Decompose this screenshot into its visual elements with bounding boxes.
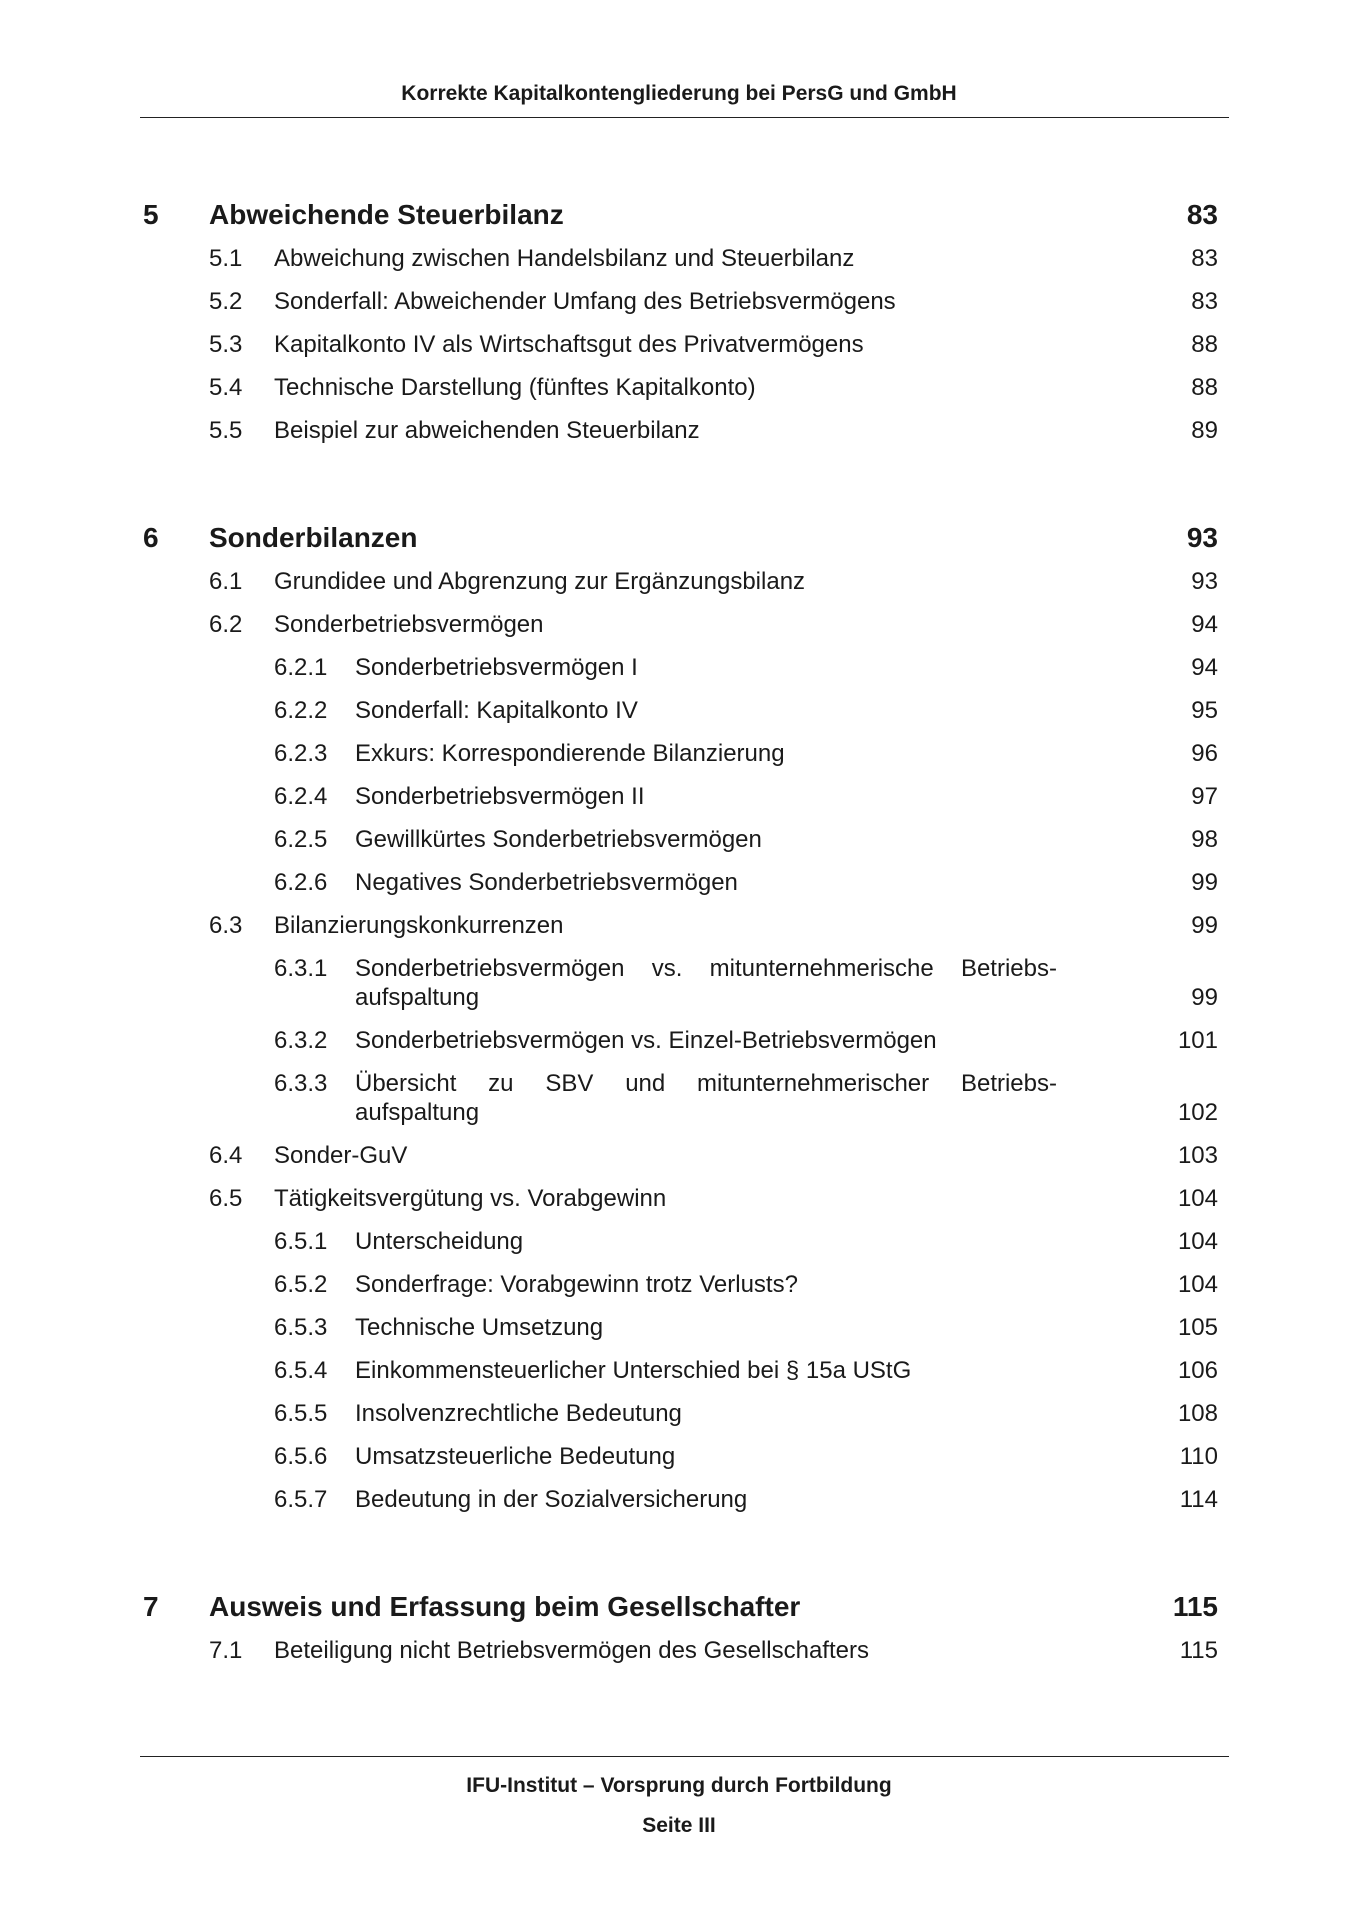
toc-page-number: 103 bbox=[1177, 1142, 1218, 1169]
toc-title: Einkommensteuerlicher Unterschied bei § 15a UStG bbox=[355, 1357, 912, 1384]
toc-title: Insolvenzrechtliche Bedeutung bbox=[355, 1400, 682, 1427]
toc-title: Ausweis und Erfassung beim Gesellschafter bbox=[209, 1591, 801, 1622]
toc-page-number: 88 bbox=[1191, 374, 1218, 401]
toc-number: 7.1 bbox=[209, 1637, 243, 1664]
toc-title: Sonderbetriebsvermögen vs. mitunternehmerische Betriebs- bbox=[355, 955, 1057, 982]
toc-page-number: 83 bbox=[1191, 245, 1218, 272]
toc-number: 6.2.5 bbox=[274, 826, 328, 853]
toc-number: 6.5.5 bbox=[274, 1400, 328, 1427]
toc-page-number: 99 bbox=[1191, 984, 1218, 1011]
toc-number: 5.1 bbox=[209, 245, 243, 272]
toc-title: Sonder-GuV bbox=[274, 1142, 408, 1169]
toc-number: 6.2.2 bbox=[274, 697, 328, 724]
toc-page-number: 105 bbox=[1177, 1314, 1218, 1341]
toc-page-number: 108 bbox=[1177, 1400, 1218, 1427]
toc-number: 6.5.7 bbox=[274, 1486, 328, 1513]
toc-page-number: 114 bbox=[1179, 1486, 1218, 1513]
toc-number: 6.2.1 bbox=[274, 654, 328, 681]
toc-number: 6.2.6 bbox=[274, 869, 328, 896]
toc-title: Sonderbetriebsvermögen I bbox=[355, 654, 638, 681]
toc-title: Bilanzierungskonkurrenzen bbox=[274, 912, 564, 939]
toc-page-number: 99 bbox=[1191, 869, 1218, 896]
toc-title: Übersicht zu SBV und mitunternehmerischer Betriebs- bbox=[355, 1070, 1057, 1097]
toc-number: 6.2.3 bbox=[274, 740, 328, 767]
toc-page-number: 95 bbox=[1191, 697, 1218, 724]
toc-number: 6.2 bbox=[209, 611, 243, 638]
toc-page-number: 94 bbox=[1191, 654, 1218, 681]
toc-page-number: 110 bbox=[1179, 1443, 1218, 1470]
toc-number: 6.5 bbox=[209, 1185, 243, 1212]
toc-title: Abweichung zwischen Handelsbilanz und Steuerbilanz bbox=[274, 245, 855, 272]
toc-page-number: 104 bbox=[1177, 1228, 1218, 1255]
toc-number: 6.3 bbox=[209, 912, 243, 939]
toc-title: Abweichende Steuerbilanz bbox=[209, 199, 564, 230]
toc-title: Kapitalkonto IV als Wirtschaftsgut des Privatvermögens bbox=[274, 331, 864, 358]
toc-title: Sonderbetriebsvermögen bbox=[274, 611, 544, 638]
toc-number: 6.5.4 bbox=[274, 1357, 328, 1384]
footer-divider bbox=[140, 1756, 1229, 1757]
toc-page-number: 96 bbox=[1191, 740, 1218, 767]
toc-title: Sonderbetriebsvermögen II bbox=[355, 783, 645, 810]
toc-page-number: 93 bbox=[1191, 568, 1218, 595]
toc-title-wrapped bbox=[355, 954, 1057, 1012]
toc-number: 6.4 bbox=[209, 1142, 243, 1169]
toc-page-number: 97 bbox=[1191, 783, 1218, 810]
toc-page-number: 102 bbox=[1177, 1099, 1218, 1126]
toc-title: Unterscheidung bbox=[355, 1228, 524, 1255]
toc-page-number: 93 bbox=[1186, 522, 1218, 553]
toc-number: 6.1 bbox=[209, 568, 243, 595]
toc-title: Technische Darstellung (fünftes Kapitalkonto) bbox=[274, 374, 756, 401]
toc-page-number: 94 bbox=[1191, 611, 1218, 638]
toc-number: 6.3.1 bbox=[274, 955, 328, 982]
toc-title: Beispiel zur abweichenden Steuerbilanz bbox=[274, 417, 700, 444]
toc-title: Sonderbilanzen bbox=[209, 522, 418, 553]
toc-page-number: 101 bbox=[1177, 1027, 1218, 1054]
footer-institute: IFU-Institut – Vorsprung durch Fortbildung bbox=[466, 1774, 892, 1797]
running-header-title: Korrekte Kapitalkontengliederung bei PersG und GmbH bbox=[401, 82, 957, 105]
toc-page-number: 104 bbox=[1177, 1185, 1218, 1212]
toc-title: Sonderbetriebsvermögen vs. Einzel-Betriebsvermögen bbox=[355, 1027, 937, 1054]
toc-page-number: 106 bbox=[1177, 1357, 1218, 1384]
toc-number: 6.3.3 bbox=[274, 1070, 328, 1097]
toc-number: 6.5.6 bbox=[274, 1443, 328, 1470]
toc-page-number: 98 bbox=[1191, 826, 1218, 853]
toc-title: Gewillkürtes Sonderbetriebsvermögen bbox=[355, 826, 762, 853]
toc-number: 6 bbox=[143, 522, 159, 553]
toc-page-number: 115 bbox=[1172, 1591, 1218, 1622]
toc-title: Umsatzsteuerliche Bedeutung bbox=[355, 1443, 676, 1470]
toc-page-number: 83 bbox=[1186, 199, 1218, 230]
toc-title: Grundidee und Abgrenzung zur Ergänzungsbilanz bbox=[274, 568, 806, 595]
toc-title-wrapped bbox=[355, 1069, 1057, 1127]
toc-title: Beteiligung nicht Betriebsvermögen des Gesellschafters bbox=[274, 1637, 869, 1664]
toc-title: Tätigkeitsvergütung vs. Vorabgewinn bbox=[274, 1185, 667, 1212]
toc-title-continuation: aufspaltung bbox=[355, 1099, 480, 1126]
toc-title: Technische Umsetzung bbox=[355, 1314, 604, 1341]
toc-number: 7 bbox=[143, 1591, 159, 1622]
toc-page-number: 99 bbox=[1191, 912, 1218, 939]
toc-title: Sonderfall: Abweichender Umfang des Betriebsvermögens bbox=[274, 288, 896, 315]
toc-number: 5.4 bbox=[209, 374, 243, 401]
toc-page-number: 83 bbox=[1191, 288, 1218, 315]
toc-number: 6.2.4 bbox=[274, 783, 328, 810]
toc-page-number: 89 bbox=[1191, 417, 1218, 444]
toc-number: 5.3 bbox=[209, 331, 243, 358]
toc-number: 5.2 bbox=[209, 288, 243, 315]
toc-title: Sonderfall: Kapitalkonto IV bbox=[355, 697, 638, 724]
toc-title: Negatives Sonderbetriebsvermögen bbox=[355, 869, 738, 896]
toc-number: 5.5 bbox=[209, 417, 243, 444]
toc-title: Sonderfrage: Vorabgewinn trotz Verlusts? bbox=[355, 1271, 798, 1298]
toc-number: 6.5.2 bbox=[274, 1271, 328, 1298]
toc-title-continuation: aufspaltung bbox=[355, 984, 480, 1011]
toc-number: 6.5.3 bbox=[274, 1314, 328, 1341]
header-divider bbox=[140, 117, 1229, 118]
toc-page-number: 88 bbox=[1191, 331, 1218, 358]
toc-number: 6.3.2 bbox=[274, 1027, 328, 1054]
toc-page-number: 104 bbox=[1177, 1271, 1218, 1298]
toc-number: 6.5.1 bbox=[274, 1228, 328, 1255]
footer-page-number: Seite III bbox=[642, 1814, 716, 1837]
toc-page-number: 115 bbox=[1179, 1637, 1218, 1664]
toc-number: 5 bbox=[143, 199, 159, 230]
toc-title: Bedeutung in der Sozialversicherung bbox=[355, 1486, 748, 1513]
toc-title: Exkurs: Korrespondierende Bilanzierung bbox=[355, 740, 785, 767]
